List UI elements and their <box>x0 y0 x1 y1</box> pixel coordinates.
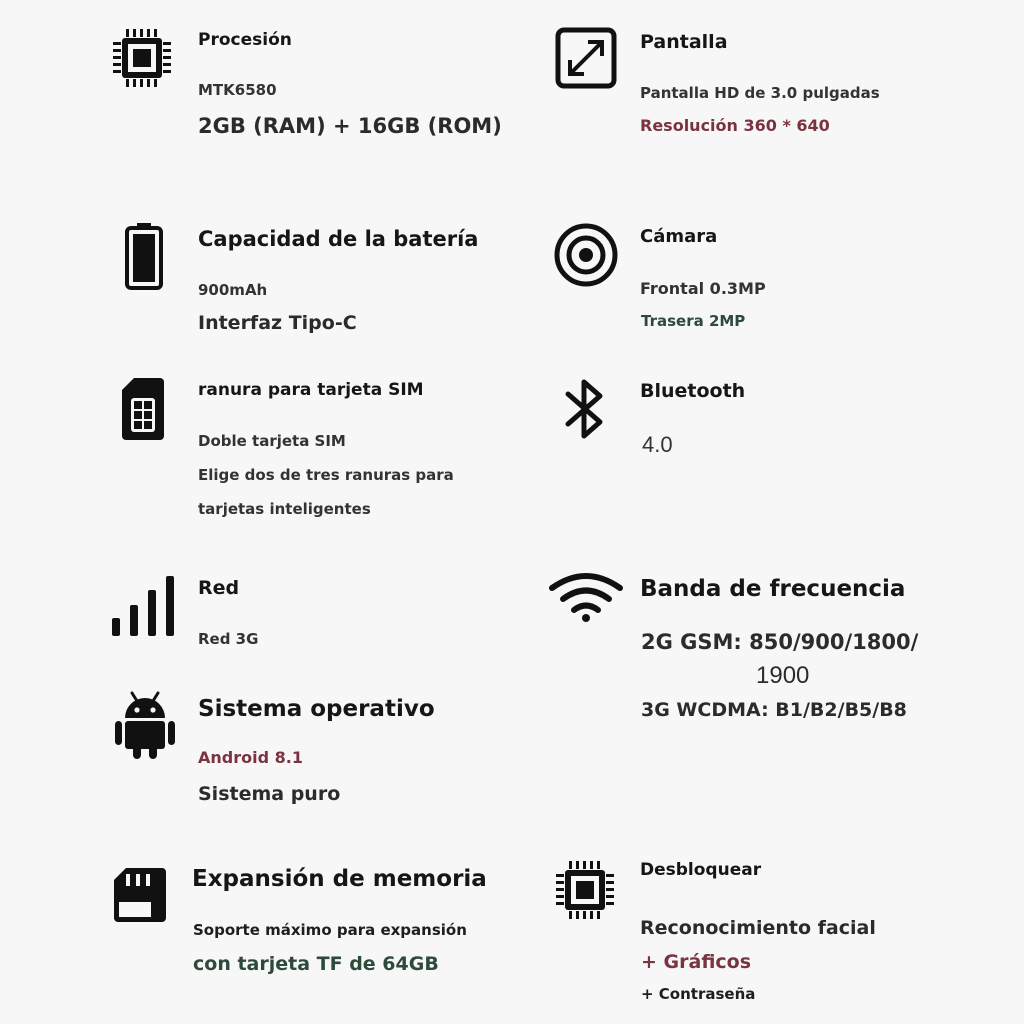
memoria-support: Soporte máximo para expansión <box>193 921 467 939</box>
desbloquear-password: + Contraseña <box>641 985 756 1003</box>
memoria-title: Expansión de memoria <box>192 866 487 892</box>
chip-icon <box>110 26 174 90</box>
bateria-interface: Interfaz Tipo-C <box>198 312 357 334</box>
banda-gsm-cont: 1900 <box>756 662 810 689</box>
sim-dual: Doble tarjeta SIM <box>198 432 346 450</box>
expand-screen-icon <box>554 26 618 90</box>
wifi-icon <box>548 572 624 624</box>
procesion-chipset: MTK6580 <box>198 81 277 99</box>
sim-title: ranura para tarjeta SIM <box>198 380 424 400</box>
desbloquear-face: Reconocimiento facial <box>640 917 876 939</box>
banda-wcdma: 3G WCDMA: B1/B2/B5/B8 <box>641 699 907 721</box>
pantalla-size: Pantalla HD de 3.0 pulgadas <box>640 84 880 102</box>
chip-icon <box>553 858 617 922</box>
camara-title: Cámara <box>640 226 718 247</box>
sistema-puro: Sistema puro <box>198 783 341 805</box>
banda-title: Banda de frecuencia <box>640 576 906 602</box>
banda-gsm: 2G GSM: 850/900/1800/ <box>641 630 919 654</box>
memoria-tf: con tarjeta TF de 64GB <box>193 953 439 975</box>
sim-card-icon <box>120 376 166 442</box>
bluetooth-title: Bluetooth <box>640 380 746 402</box>
desbloquear-graphics: + Gráficos <box>641 951 752 973</box>
camera-lens-icon <box>553 222 619 288</box>
bateria-title: Capacidad de la batería <box>198 227 479 251</box>
procesion-memory: 2GB (RAM) + 16GB (ROM) <box>198 114 502 138</box>
bateria-capacity: 900mAh <box>198 281 268 299</box>
battery-icon <box>124 222 164 290</box>
camara-front: Frontal 0.3MP <box>640 279 766 298</box>
pantalla-title: Pantalla <box>640 31 728 53</box>
sim-choose: Elige dos de tres ranuras para <box>198 466 454 484</box>
sim-cards: tarjetas inteligentes <box>198 500 371 518</box>
android-icon <box>112 690 178 760</box>
signal-bars-icon <box>110 574 178 638</box>
red-network: Red 3G <box>198 630 259 648</box>
bluetooth-version: 4.0 <box>642 432 673 457</box>
camara-rear: Trasera 2MP <box>641 312 746 330</box>
sistema-title: Sistema operativo <box>198 696 435 722</box>
pantalla-resolution: Resolución 360 * 640 <box>640 116 830 135</box>
sd-card-icon <box>112 866 168 924</box>
procesion-title: Procesión <box>198 30 292 50</box>
sistema-android: Android 8.1 <box>198 748 303 767</box>
bluetooth-icon <box>562 376 608 442</box>
red-title: Red <box>198 577 240 599</box>
desbloquear-title: Desbloquear <box>640 860 762 880</box>
